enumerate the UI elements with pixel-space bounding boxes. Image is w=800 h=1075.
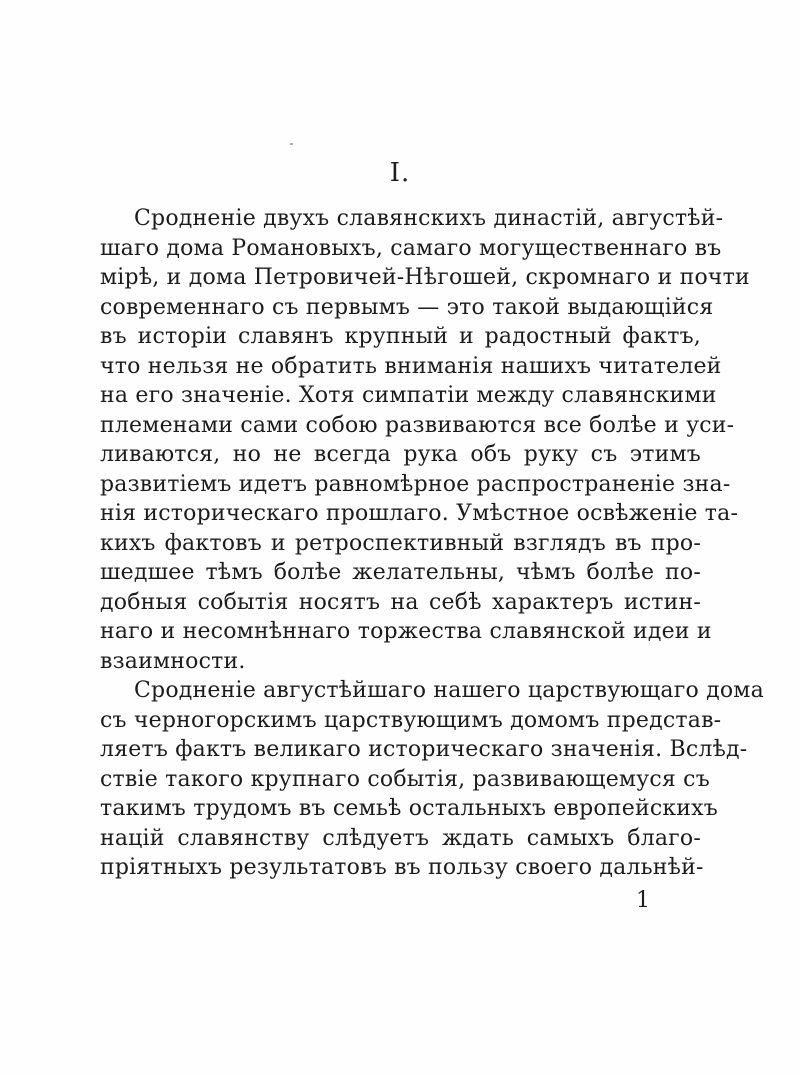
text-line: современнаго съ первымъ — это такой выдающійся: [100, 294, 714, 320]
text-line: добныя событія носятъ на себѣ характеръ истин-: [100, 589, 701, 615]
text-line: пріятныхъ результатовъ въ пользу своего дальнѣй-: [100, 855, 704, 880]
text-line: развитіемъ идетъ равномѣрное распространеніе зна-: [100, 471, 731, 497]
text-line: ляетъ фактъ великаго историческаго значенія. Вслѣд-: [100, 737, 748, 762]
chapter-heading: I.: [389, 158, 411, 188]
text-line: мірѣ, и дома Петровичей-Нѣгошей, скромнаго и почти: [100, 265, 750, 290]
page-number: 1: [636, 888, 650, 913]
text-line: такимъ трудомъ въ семьѣ остальныхъ европейскихъ: [100, 796, 718, 821]
text-line: кихъ фактовъ и ретроспективный взглядъ въ про-: [100, 530, 701, 556]
paragraph: [100, 676, 764, 883]
text-line: наго и несомнѣннаго торжества славянской идеи и: [100, 619, 712, 644]
text-line: ливаются, но не всегда рука объ руку съ этимъ: [100, 442, 701, 467]
text-line: ствіе такого крупнаго событія, развивающемуся съ: [100, 766, 710, 792]
text-line: племенами сами собою развиваются все болѣе и уси-: [100, 412, 735, 438]
text-line: Сродненіе двухъ славянскихъ династій, августѣй-: [134, 206, 724, 231]
text-line: нія историческаго прошлаго. Умѣстное освѣженіе та-: [100, 501, 739, 526]
text-line: шедшее тѣмъ болѣе желательны, чѣмъ болѣе по-: [100, 560, 701, 585]
scan-speck: [290, 143, 293, 145]
text-line: на его значеніе. Хотя симпатіи между славянскими: [100, 383, 717, 408]
text-line: что нельзя не обратить вниманія нашихъ читателей: [100, 353, 722, 379]
text-line: Сродненіе августѣйшаго нашего царствующаго дома: [134, 678, 764, 703]
text-line: въ исторіи славянъ крупный и радостный фактъ,: [100, 324, 701, 349]
text-line: націй славянству слѣдуетъ ждать самыхъ благо-: [100, 825, 701, 851]
text-line: шаго дома Романовыхъ, самаго могущественнаго въ: [100, 235, 722, 261]
paragraph: [100, 204, 750, 676]
text-block: [100, 204, 764, 883]
text-line: съ черногорскимъ царствующимъ домомъ представ-: [100, 707, 722, 733]
text-line: взаимности.: [100, 648, 246, 674]
